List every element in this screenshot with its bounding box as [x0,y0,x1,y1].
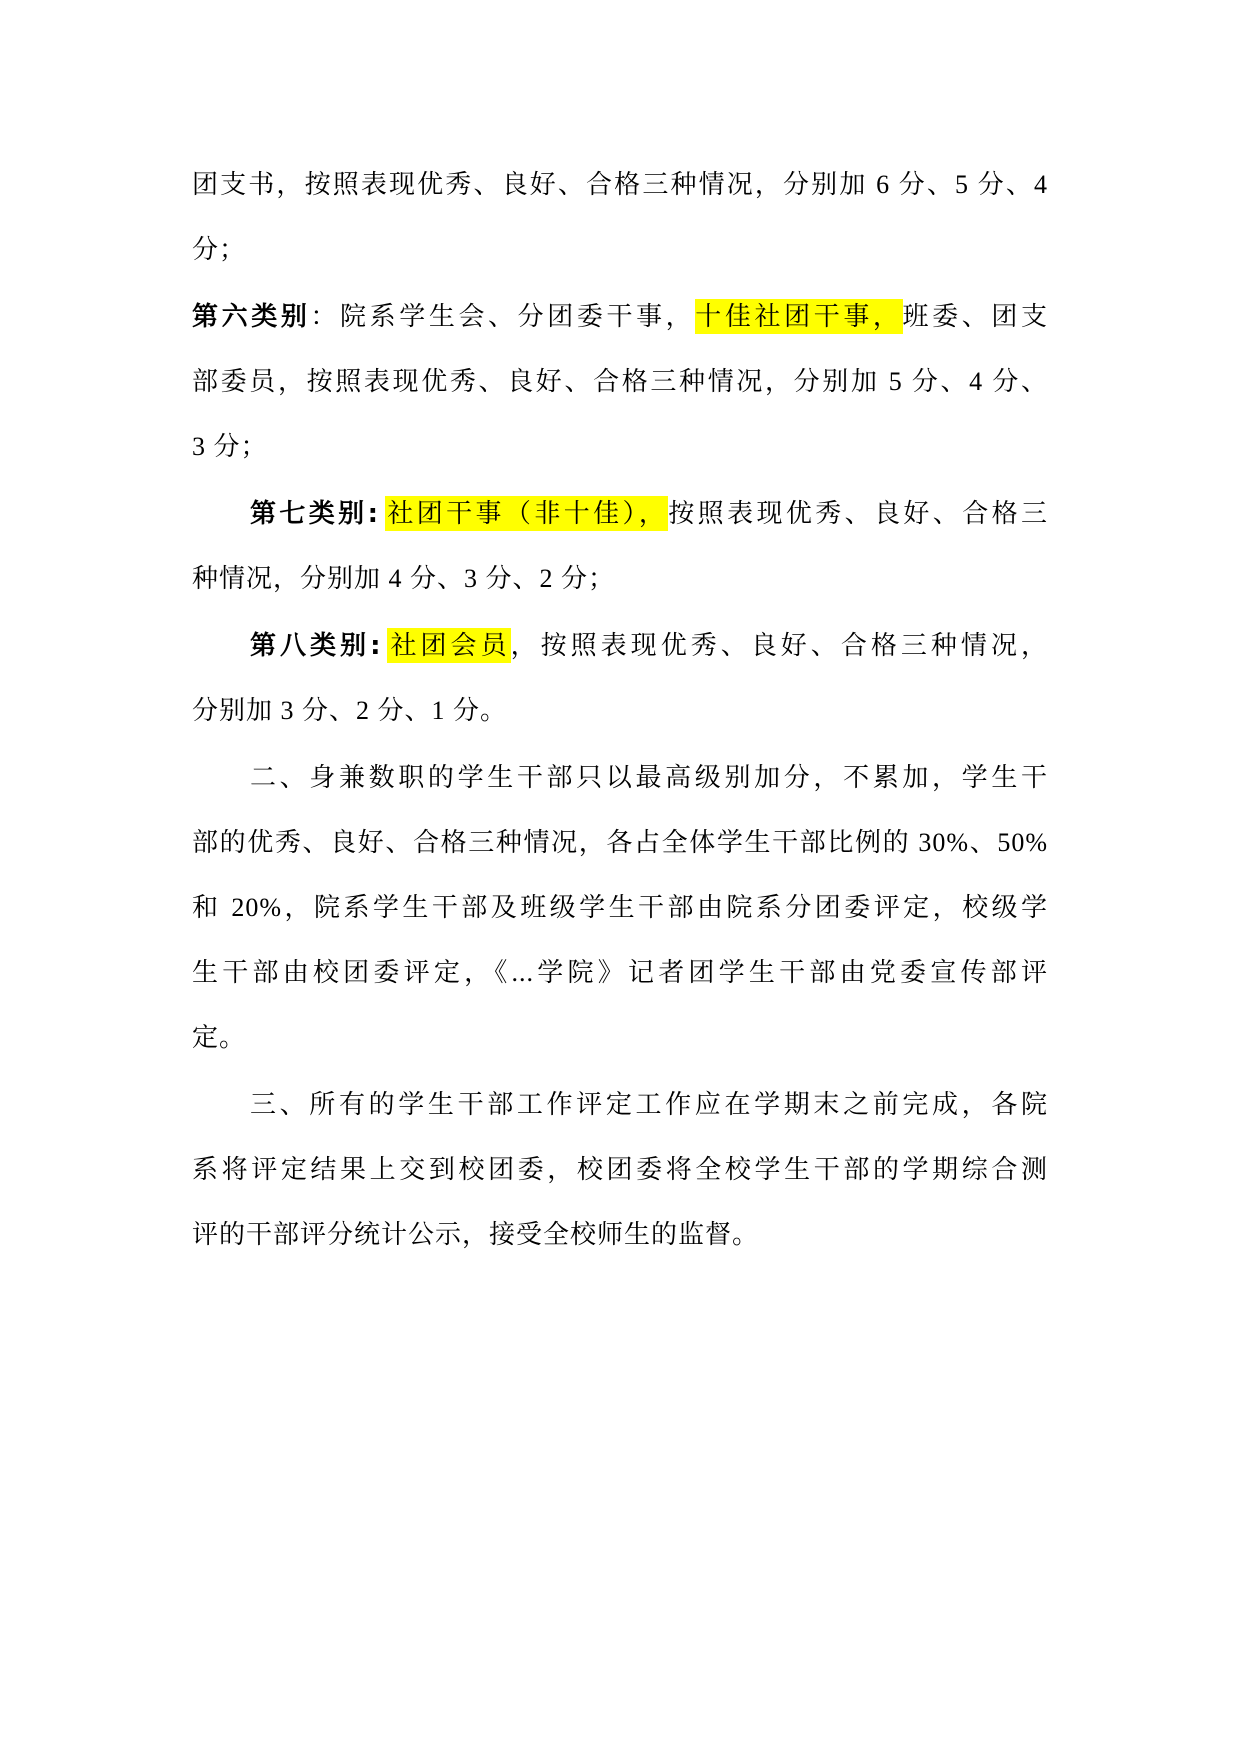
body-text: 定。 [192,1023,247,1052]
text-line [192,678,1048,743]
highlighted-text: 社团会员 [387,628,510,663]
body-text: ，按照表现优秀、良好、合格三种情况， [510,631,1048,660]
category-label: 第六类别 [192,302,311,332]
text-line [192,546,1048,611]
text-line [192,152,1048,217]
text-line [192,1005,1048,1070]
paragraph [192,152,1048,282]
category-label: 第八类别: [250,631,382,661]
document-page [192,152,1048,1269]
text-line [192,940,1048,1005]
body-text: 种情况，分别加 4 分、3 分、2 分； [192,564,616,593]
body-text: 生干部由校团委评定，《...学院》记者团学生干部由党委宣传部评 [192,958,1048,987]
body-text: 三、所有的学生干部工作评定工作应在学期末之前完成，各院 [250,1090,1048,1119]
text-line [192,1137,1048,1202]
body-text: 团支书，按照表现优秀、良好、合格三种情况，分别加 6 分、5 分、4 [192,170,1048,199]
body-text: ：院系学生会、分团委干事， [310,302,696,331]
text-line [192,414,1048,479]
text-line [192,810,1048,875]
category-label: 第七类别: [250,499,379,529]
body-text: 部委员，按照表现优秀、良好、合格三种情况，分别加 5 分、4 分、 [192,367,1048,396]
text-line [192,1072,1048,1137]
paragraph-category-7 [192,481,1048,611]
body-text: 二、身兼数职的学生干部只以最高级别加分，不累加，学生干 [250,763,1048,792]
paragraph-section-2 [192,745,1048,1070]
paragraph-category-8 [192,613,1048,743]
text-line [192,284,1048,349]
body-text: 部的优秀、良好、合格三种情况，各占全体学生干部比例的 30%、50% [192,828,1048,857]
text-line [192,875,1048,940]
body-text: 3 分； [192,432,268,461]
text-line [192,349,1048,414]
body-text: 系将评定结果上交到校团委，校团委将全校学生干部的学期综合测 [192,1155,1048,1184]
body-text: 班委、团支 [902,302,1048,331]
highlighted-text: 十佳社团干事， [695,299,902,334]
text-line [192,481,1048,546]
body-text: 和 20%，院系学生干部及班级学生干部由院系分团委评定，校级学 [192,893,1048,922]
highlighted-text: 社团干事（非十佳）， [385,496,668,531]
text-line [192,217,1048,282]
text-line [192,1202,1048,1267]
text-line [192,613,1048,678]
body-text: 分； [192,235,247,264]
paragraph-category-6 [192,284,1048,479]
text-line [192,745,1048,810]
body-text: 按照表现优秀、良好、合格三 [668,499,1048,528]
paragraph-section-3 [192,1072,1048,1267]
body-text: 评的干部评分统计公示，接受全校师生的监督。 [192,1220,760,1249]
body-text: 分别加 3 分、2 分、1 分。 [192,696,508,725]
